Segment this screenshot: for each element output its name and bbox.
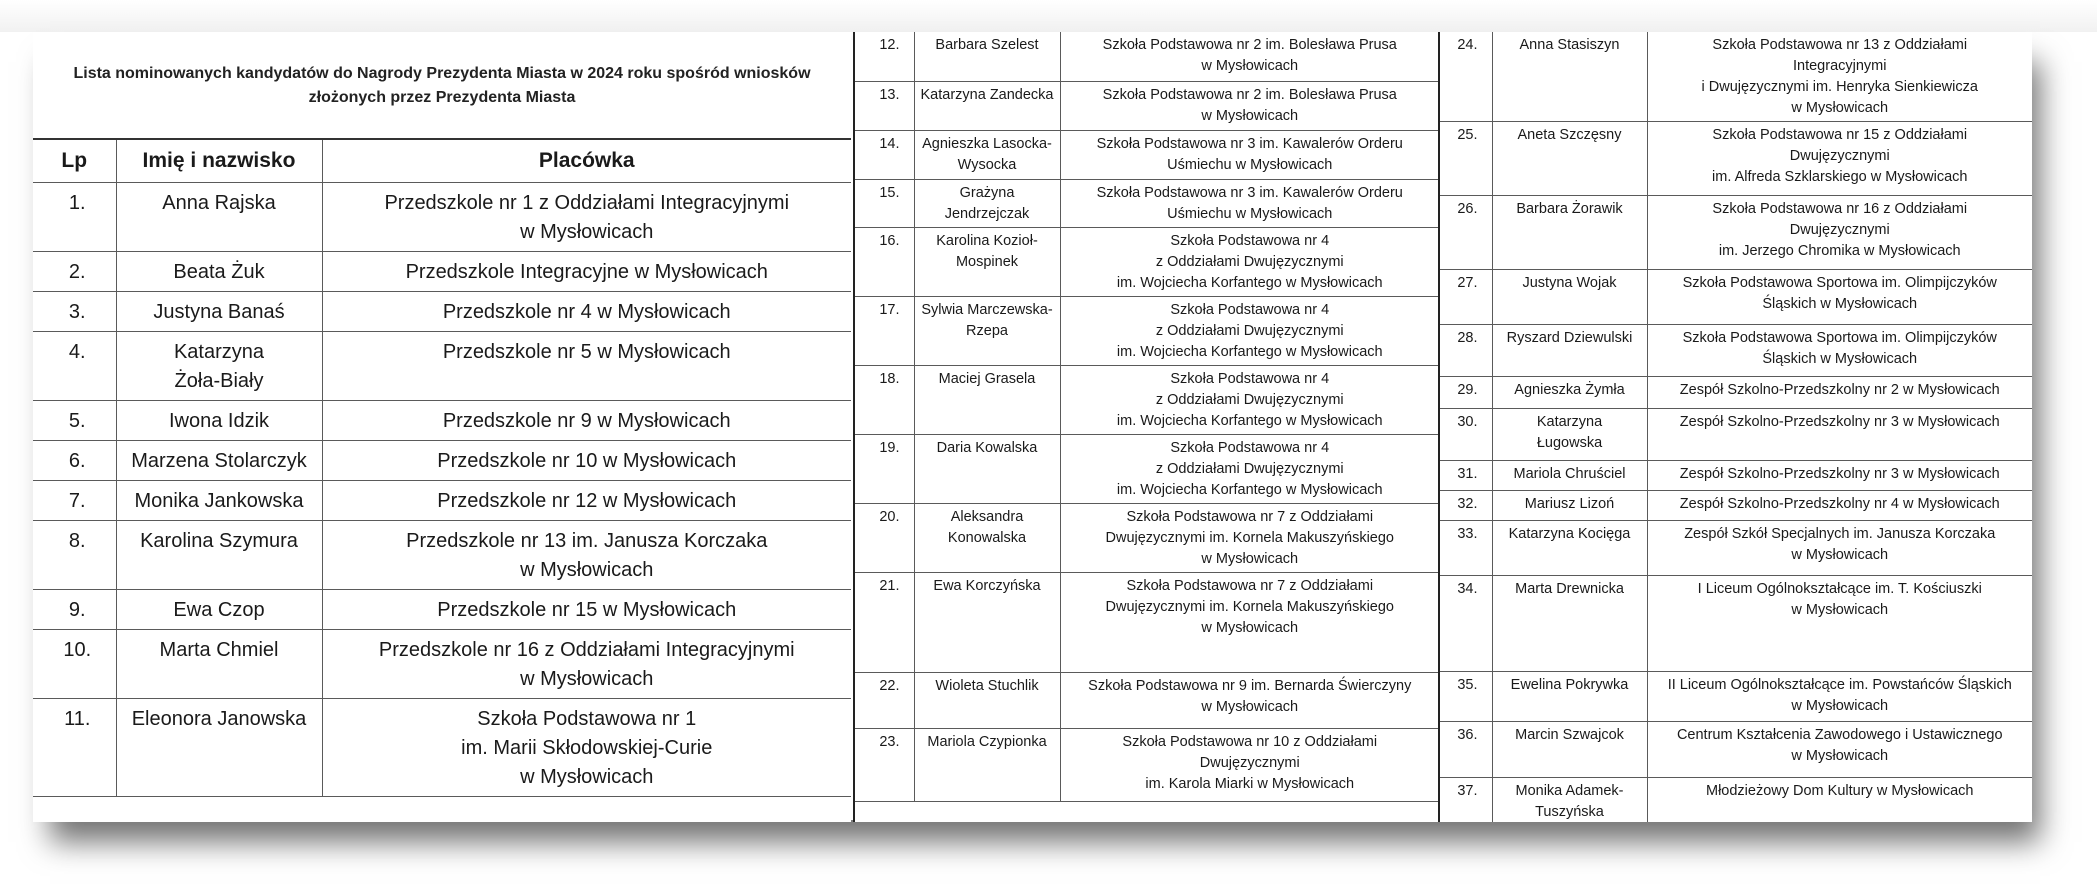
- document-page-1: [33, 32, 851, 822]
- institution-name: Centrum Kształcenia Zawodowego i Ustawicznego w Mysłowicach: [1647, 722, 2032, 778]
- row-number: 31.: [1440, 461, 1492, 491]
- institution-name: Szkoła Podstawowa nr 2 im. Bolesława Prusa w Mysłowicach: [1060, 32, 1439, 81]
- institution-name: Zespół Szkolno-Przedszkolny nr 2 w Mysłowicach: [1647, 377, 2032, 409]
- nominee-name: Marta Chmiel: [116, 630, 322, 699]
- institution-name: II Liceum Ogólnokształcące im. Powstańców Śląskich w Mysłowicach: [1647, 672, 2032, 722]
- nominee-name: Katarzyna Żoła-Biały: [116, 332, 322, 401]
- institution-name: Szkoła Podstawowa nr 3 im. Kawalerów Orderu Uśmiechu w Mysłowicach: [1060, 179, 1439, 227]
- table-row: [855, 130, 1439, 179]
- row-number: 19.: [855, 434, 914, 503]
- table-row: [1440, 270, 2032, 325]
- institution-name: Szkoła Podstawowa nr 7 z Oddziałami Dwujęzycznymi im. Kornela Makuszyńskiego w Mysłowicach: [1060, 503, 1439, 572]
- nominee-name: Grażyna Jendrzejczak: [914, 179, 1060, 227]
- row-number: 30.: [1440, 409, 1492, 461]
- institution-name: Szkoła Podstawowa nr 10 z Oddziałami Dwujęzycznymi im. Karola Miarki w Mysłowicach: [1060, 728, 1439, 801]
- institution-name: Szkoła Podstawowa nr 4 z Oddziałami Dwujęzycznymi im. Wojciecha Korfantego w Mysłowicach: [1060, 365, 1439, 434]
- institution-name: Zespół Szkolno-Przedszkolny nr 3 w Mysłowicach: [1647, 461, 2032, 491]
- row-number: 7.: [33, 481, 116, 521]
- row-number: 25.: [1440, 122, 1492, 196]
- institution-name: Przedszkole nr 12 w Mysłowicach: [322, 481, 851, 521]
- title-line-1: Lista nominowanych kandydatów do Nagrody Prezydenta Miasta w 2024 roku spośród wniosków: [73, 65, 811, 82]
- row-number: 18.: [855, 365, 914, 434]
- nominee-name: Mariola Czypionka: [914, 728, 1060, 801]
- table-row: [855, 672, 1439, 728]
- nominee-name: Aneta Szczęsny: [1492, 122, 1647, 196]
- title-line-2: złożonych przez Prezydenta Miasta: [308, 89, 576, 106]
- institution-name: Zespół Szkolno-Przedszkolny nr 3 w Mysłowicach: [1647, 409, 2032, 461]
- nominee-name: Marzena Stolarczyk: [116, 441, 322, 481]
- row-number: 10.: [33, 630, 116, 699]
- table-row: [855, 503, 1439, 572]
- institution-name: Przedszkole nr 13 im. Janusza Korczaka w Mysłowicach: [322, 521, 851, 590]
- institution-name: Przedszkole nr 15 w Mysłowicach: [322, 590, 851, 630]
- table-row: [1440, 409, 2032, 461]
- row-number: 33.: [1440, 521, 1492, 576]
- table-row: [33, 183, 851, 252]
- nominee-name: Mariusz Lizoń: [1492, 491, 1647, 521]
- row-number: 13.: [855, 81, 914, 130]
- nominee-name: Eleonora Janowska: [116, 699, 322, 797]
- table-row: [855, 179, 1439, 227]
- nominee-name: Maciej Grasela: [914, 365, 1060, 434]
- row-number: 14.: [855, 130, 914, 179]
- table-row: [855, 81, 1439, 130]
- table-row: [33, 590, 851, 630]
- nominee-name: Katarzyna Zandecka: [914, 81, 1060, 130]
- row-number: 9.: [33, 590, 116, 630]
- row-number: 29.: [1440, 377, 1492, 409]
- nominees-table-part-1: [33, 138, 851, 797]
- nominee-name: Daria Kowalska: [914, 434, 1060, 503]
- nominee-name: Wioleta Stuchlik: [914, 672, 1060, 728]
- row-number: 15.: [855, 179, 914, 227]
- row-number: 1.: [33, 183, 116, 252]
- document-page-3: [1438, 32, 2032, 822]
- table-row: [855, 365, 1439, 434]
- row-number: 2.: [33, 252, 116, 292]
- table-row: [1440, 325, 2032, 377]
- row-number: 22.: [855, 672, 914, 728]
- nominee-name: Marta Drewnicka: [1492, 576, 1647, 672]
- nominee-name: Iwona Idzik: [116, 401, 322, 441]
- nominee-name: Ewelina Pokrywka: [1492, 672, 1647, 722]
- row-number: 24.: [1440, 32, 1492, 122]
- nominee-name: Ryszard Dziewulski: [1492, 325, 1647, 377]
- background-band: [0, 0, 2097, 32]
- nominee-name: Beata Żuk: [116, 252, 322, 292]
- header-lp: Lp: [33, 139, 116, 183]
- header-institution: Placówka: [322, 139, 851, 183]
- nominee-name: Barbara Szelest: [914, 32, 1060, 81]
- table-row: [1440, 196, 2032, 270]
- table-row: [33, 332, 851, 401]
- row-number: 35.: [1440, 672, 1492, 722]
- institution-name: Szkoła Podstawowa nr 2 im. Bolesława Prusa w Mysłowicach: [1060, 81, 1439, 130]
- nominee-name: Sylwia Marczewska- Rzepa: [914, 296, 1060, 365]
- institution-name: Szkoła Podstawowa nr 1 im. Marii Skłodowskiej-Curie w Mysłowicach: [322, 699, 851, 797]
- table-row: [855, 32, 1439, 81]
- row-number: 36.: [1440, 722, 1492, 778]
- row-number: 11.: [33, 699, 116, 797]
- institution-name: Przedszkole nr 1 z Oddziałami Integracyjnymi w Mysłowicach: [322, 183, 851, 252]
- row-number: 37.: [1440, 778, 1492, 823]
- table-row: [1440, 377, 2032, 409]
- table-row: [33, 630, 851, 699]
- document-title: [33, 62, 851, 110]
- table-row: [33, 521, 851, 590]
- nominee-name: Anna Rajska: [116, 183, 322, 252]
- row-number: 20.: [855, 503, 914, 572]
- table-row: [33, 292, 851, 332]
- nominee-name: Justyna Wojak: [1492, 270, 1647, 325]
- nominee-name: Justyna Banaś: [116, 292, 322, 332]
- nominee-name: Agnieszka Lasocka- Wysocka: [914, 130, 1060, 179]
- institution-name: Szkoła Podstawowa nr 9 im. Bernarda Świerczyny w Mysłowicach: [1060, 672, 1439, 728]
- row-number: 32.: [1440, 491, 1492, 521]
- table-row: [1440, 32, 2032, 122]
- institution-name: Szkoła Podstawowa Sportowa im. Olimpijczyków Śląskich w Mysłowicach: [1647, 325, 2032, 377]
- table-row: [1440, 521, 2032, 576]
- nominees-table-part-3: [1440, 32, 2032, 822]
- institution-name: Przedszkole Integracyjne w Mysłowicach: [322, 252, 851, 292]
- institution-name: Szkoła Podstawowa nr 4 z Oddziałami Dwujęzycznymi im. Wojciecha Korfantego w Mysłowicach: [1060, 434, 1439, 503]
- row-number: 34.: [1440, 576, 1492, 672]
- nominee-name: Agnieszka Żymła: [1492, 377, 1647, 409]
- row-number: 28.: [1440, 325, 1492, 377]
- row-number: 16.: [855, 227, 914, 296]
- institution-name: Przedszkole nr 4 w Mysłowicach: [322, 292, 851, 332]
- table-row: [855, 572, 1439, 672]
- institution-name: Szkoła Podstawowa nr 4 z Oddziałami Dwujęzycznymi im. Wojciecha Korfantego w Mysłowicach: [1060, 296, 1439, 365]
- table-row: [855, 227, 1439, 296]
- nominee-name: Barbara Żorawik: [1492, 196, 1647, 270]
- table-row: [855, 296, 1439, 365]
- document-page-2: [853, 32, 1439, 822]
- row-number: 5.: [33, 401, 116, 441]
- nominee-name: Karolina Kozioł- Mospinek: [914, 227, 1060, 296]
- nominee-name: Ewa Korczyńska: [914, 572, 1060, 672]
- table-row: [1440, 576, 2032, 672]
- table-row: [1440, 461, 2032, 491]
- row-number: 21.: [855, 572, 914, 672]
- institution-name: Przedszkole nr 16 z Oddziałami Integracyjnymi w Mysłowicach: [322, 630, 851, 699]
- row-number: 17.: [855, 296, 914, 365]
- nominee-name: Monika Jankowska: [116, 481, 322, 521]
- nominee-name: Anna Stasiszyn: [1492, 32, 1647, 122]
- institution-name: Młodzieżowy Dom Kultury w Mysłowicach: [1647, 778, 2032, 823]
- row-number: 27.: [1440, 270, 1492, 325]
- nominee-name: Monika Adamek- Tuszyńska: [1492, 778, 1647, 823]
- nominee-name: Katarzyna Ługowska: [1492, 409, 1647, 461]
- row-number: 26.: [1440, 196, 1492, 270]
- header-name: Imię i nazwisko: [116, 139, 322, 183]
- nominee-name: Mariola Chruściel: [1492, 461, 1647, 491]
- institution-name: Szkoła Podstawowa nr 15 z Oddziałami Dwujęzycznymi im. Alfreda Szklarskiego w Mysłowicach: [1647, 122, 2032, 196]
- row-number: 3.: [33, 292, 116, 332]
- table-header-row: [33, 139, 851, 183]
- table-row: [33, 252, 851, 292]
- institution-name: I Liceum Ogólnokształcące im. T. Kościuszki w Mysłowicach: [1647, 576, 2032, 672]
- institution-name: Szkoła Podstawowa nr 3 im. Kawalerów Orderu Uśmiechu w Mysłowicach: [1060, 130, 1439, 179]
- nominee-name: Aleksandra Konowalska: [914, 503, 1060, 572]
- table-row: [1440, 491, 2032, 521]
- institution-name: Szkoła Podstawowa nr 13 z Oddziałami Integracyjnymi i Dwujęzycznymi im. Henryka Sienkiewicza w Mysłowicach: [1647, 32, 2032, 122]
- institution-name: Szkoła Podstawowa Sportowa im. Olimpijczyków Śląskich w Mysłowicach: [1647, 270, 2032, 325]
- row-number: 8.: [33, 521, 116, 590]
- institution-name: Szkoła Podstawowa nr 4 z Oddziałami Dwujęzycznymi im. Wojciecha Korfantego w Mysłowicach: [1060, 227, 1439, 296]
- institution-name: Przedszkole nr 5 w Mysłowicach: [322, 332, 851, 401]
- institution-name: Zespół Szkolno-Przedszkolny nr 4 w Mysłowicach: [1647, 491, 2032, 521]
- table-row: [1440, 722, 2032, 778]
- nominees-table-part-2: [855, 32, 1439, 802]
- table-row: [855, 728, 1439, 801]
- table-row: [33, 401, 851, 441]
- table-row: [1440, 122, 2032, 196]
- nominee-name: Karolina Szymura: [116, 521, 322, 590]
- table-row: [1440, 672, 2032, 722]
- table-row: [33, 441, 851, 481]
- institution-name: Przedszkole nr 10 w Mysłowicach: [322, 441, 851, 481]
- row-number: 23.: [855, 728, 914, 801]
- institution-name: Zespół Szkół Specjalnych im. Janusza Korczaka w Mysłowicach: [1647, 521, 2032, 576]
- nominee-name: Marcin Szwajcok: [1492, 722, 1647, 778]
- institution-name: Przedszkole nr 9 w Mysłowicach: [322, 401, 851, 441]
- row-number: 6.: [33, 441, 116, 481]
- nominee-name: Katarzyna Kocięga: [1492, 521, 1647, 576]
- row-number: 12.: [855, 32, 914, 81]
- table-row: [1440, 778, 2032, 823]
- table-row: [855, 434, 1439, 503]
- table-row: [33, 699, 851, 797]
- nominee-name: Ewa Czop: [116, 590, 322, 630]
- row-number: 4.: [33, 332, 116, 401]
- table-row: [33, 481, 851, 521]
- institution-name: Szkoła Podstawowa nr 7 z Oddziałami Dwujęzycznymi im. Kornela Makuszyńskiego w Mysłowicach: [1060, 572, 1439, 672]
- institution-name: Szkoła Podstawowa nr 16 z Oddziałami Dwujęzycznymi im. Jerzego Chromika w Mysłowicach: [1647, 196, 2032, 270]
